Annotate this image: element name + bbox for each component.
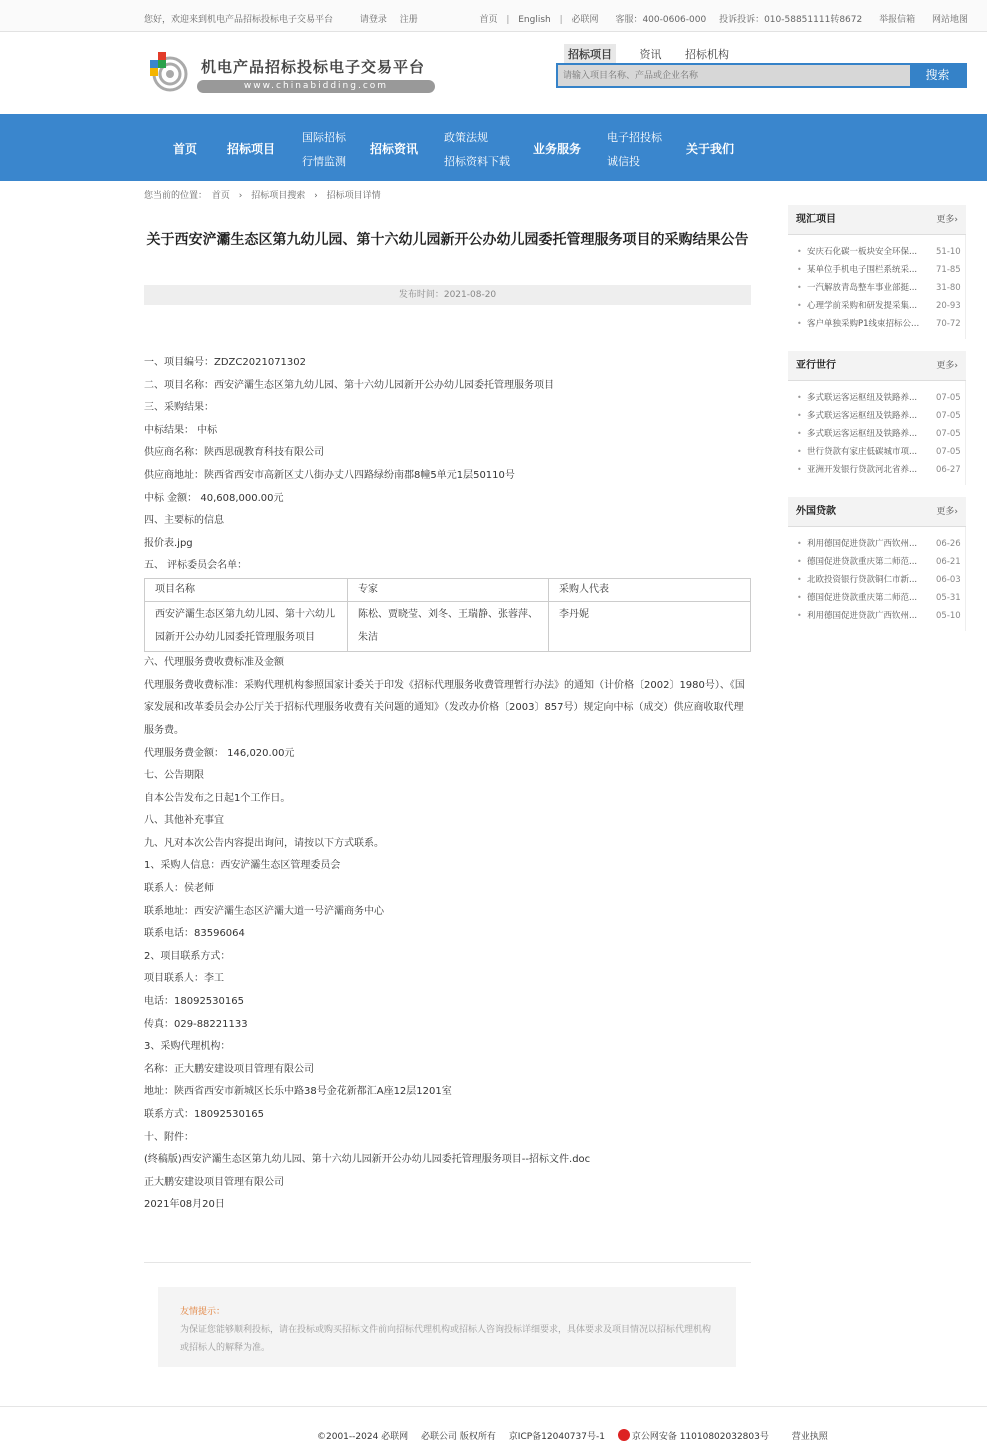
list-item-title[interactable]: 一汽解放青岛整车事业部挺... (807, 283, 918, 293)
content-line: 1、采购人信息：西安浐灞生态区管理委员会 (144, 860, 341, 872)
list-item[interactable] (788, 297, 965, 315)
list-item[interactable] (788, 535, 965, 553)
nav-about[interactable]: 关于我们 (686, 142, 735, 156)
nav-business[interactable]: 业务服务 (533, 142, 582, 156)
list-item-date: 06-21 (936, 557, 961, 567)
more-label: 更多 (936, 507, 955, 517)
table-header-cell: 专家 (348, 578, 549, 601)
nav-projects[interactable]: 招标项目 (227, 142, 276, 156)
home-link[interactable]: 首页 (479, 15, 498, 25)
list-item-title[interactable]: 多式联运客运枢纽及铁路养... (807, 411, 918, 421)
platform-title: 机电产品招标投标电子交易平台 (201, 58, 426, 76)
platform-domain: www.chinabidding.com (197, 80, 435, 93)
list-item-date: 07-05 (936, 429, 961, 439)
content-line: 联系电话：83596064 (144, 928, 245, 940)
fee-title: 六、代理服务费收费标准及金额 (144, 657, 284, 669)
platform-logo[interactable] (148, 50, 188, 94)
list-item[interactable] (788, 407, 965, 425)
list-item-title[interactable]: 利用德国促进贷款广西钦州... (807, 611, 918, 621)
sidebar-section-title: 亚行世行 (796, 360, 836, 371)
article-content (144, 352, 751, 1217)
footer-icp[interactable]: 京ICP备12040737号-1 (508, 1432, 605, 1442)
list-item[interactable] (788, 243, 965, 261)
search-tab-news[interactable]: 资讯 (639, 48, 662, 61)
footer-copyright: ©2001--2024 必联网 (317, 1432, 409, 1442)
content-line: 九、凡对本次公告内容提出询问，请按以下方式联系。 (144, 837, 384, 849)
list-item-title[interactable]: 心理学前采购和研发提采集... (807, 301, 918, 311)
sidebar-section (788, 497, 966, 631)
breadcrumb (144, 188, 387, 201)
sidebar-section-title: 外国贷款 (796, 506, 836, 517)
chevron-right-icon: › (954, 507, 958, 517)
bilian-link[interactable]: 必联网 (571, 15, 599, 25)
content-line: 报价表.jpg (144, 537, 193, 549)
article-title: 关于西安浐灞生态区第九幼儿园、第十六幼儿园新开公办幼儿园委托管理服务项目的采购结果公告 (146, 232, 749, 248)
breadcrumb-label: 您当前的位置： (144, 191, 208, 201)
list-item-title[interactable]: 某单位手机电子围栏系统采... (807, 265, 918, 275)
list-item[interactable] (788, 261, 965, 279)
english-link[interactable]: English (518, 15, 551, 25)
list-item-date: 07-05 (936, 411, 961, 421)
footer (0, 1406, 987, 1450)
content-line: 五、 评标委员会名单： (144, 560, 248, 572)
list-item-date: 06-27 (936, 465, 961, 475)
breadcrumb-sep-icon: › (238, 191, 243, 201)
content-line: 2021年08月20日 (144, 1199, 225, 1211)
list-item-title[interactable]: 世行贷款有家庄低碳城市项... (807, 447, 918, 457)
search-box (556, 63, 967, 88)
table-header-cell: 采购人代表 (549, 578, 751, 601)
list-item[interactable] (788, 279, 965, 297)
chevron-right-icon: › (954, 361, 958, 371)
header (0, 32, 987, 114)
tip-text: 为保证您能够顺利投标，请在投标或购买招标文件前向招标代理机构或招标人咨询投标详细要求，具体要求及项目情况以招标代理机构或招标人的解释为准。 (180, 1325, 712, 1353)
nav-intl-bid[interactable]: 国际招标 (302, 131, 346, 144)
divider (144, 1262, 751, 1263)
content-line: 联系方式：18092530165 (144, 1109, 264, 1120)
list-item-title[interactable]: 亚洲开发银行贷款河北省养... (807, 465, 918, 475)
content-line: 联系人：侯老师 (144, 883, 214, 895)
list-item-date: 06-03 (936, 575, 961, 585)
table-cell: 西安浐灞生态区第九幼儿园、第十六幼儿园新开公办幼儿园委托管理服务项目 (145, 601, 348, 651)
list-item-title[interactable]: 客户单独采购P1线束招标公... (807, 319, 920, 329)
register-link[interactable]: 注册 (399, 15, 418, 25)
list-item-date: 05-10 (936, 611, 961, 621)
list-item-date: 31-80 (936, 283, 961, 293)
search-button[interactable]: 搜索 (910, 65, 965, 86)
more-label: 更多 (936, 361, 955, 371)
sidebar-list (788, 235, 966, 339)
content-line: 七、公告期限 (144, 770, 204, 782)
list-item[interactable] (788, 389, 965, 407)
list-item-date: 07-05 (936, 447, 961, 457)
content-line: 供应商地址：陕西省西安市高新区丈八街办丈八四路绿纷南郡8幢5单元1层50110号 (144, 469, 515, 481)
top-bar: 您好，欢迎来到机电产品招标投标电子交易平台 请登录 注册 首页 | English | 必联网 客服：400-0606-000 投诉投诉：010-58851111转8672 举报信箱 网站地图 (0, 0, 987, 32)
footer-company: 必联公司 版权所有 (421, 1432, 496, 1442)
list-item[interactable] (788, 425, 965, 443)
content-line: 项目联系人：李工 (144, 973, 224, 985)
sidebar-list (788, 381, 966, 485)
content-line: 地址：陕西省西安市新城区长乐中路38号金花新都汇A座12层1201室 (144, 1086, 452, 1098)
content-line: 中标 金额： 40,608,000.00元 (144, 492, 284, 504)
list-item[interactable] (788, 553, 965, 571)
list-item[interactable] (788, 607, 965, 625)
table-cell: 陈松、贾晓莹、刘冬、王瑞静、张蓉萍、朱洁 (348, 601, 549, 651)
sidebar-section-title: 现汇项目 (796, 214, 836, 225)
list-item[interactable] (788, 461, 965, 479)
sidebar-section-header (788, 351, 966, 381)
list-item-title[interactable]: 多式联运客运枢纽及铁路养... (807, 429, 918, 439)
content-line: 联系地址：西安浐灞生态区浐灞大道一号浐灞商务中心 (144, 905, 384, 917)
content-line: 2、项目联系方式： (144, 950, 231, 962)
content-line: 电话：18092530165 (144, 996, 244, 1008)
content-line: (终稿版)西安浐灞生态区第九幼儿园、第十六幼儿园新开公办幼儿园委托管理服务项目--招标文件.doc (144, 1154, 591, 1166)
table-header-row (145, 578, 751, 601)
search-tab-projects[interactable]: 招标项目 (564, 44, 616, 64)
footer-police[interactable]: 京公网安备 11010802032803号 (631, 1432, 769, 1442)
committee-table (144, 578, 751, 652)
content-line: 自本公告发布之日起1个工作日。 (144, 792, 291, 804)
more-link[interactable] (936, 205, 958, 235)
more-link[interactable] (936, 351, 958, 381)
welcome-text: 您好，欢迎来到机电产品招标投标电子交易平台 (144, 15, 334, 25)
table-header-cell: 项目名称 (145, 578, 348, 601)
content-line: 三、采购结果： (144, 402, 214, 414)
content-line: 四、主要标的信息 (144, 515, 224, 527)
list-item-title[interactable]: 安庆石化碳一板块安全环保... (807, 247, 918, 257)
list-item-date: 70-72 (936, 319, 961, 329)
sidebar-section-header (788, 497, 966, 527)
footer-license[interactable]: 营业执照 (791, 1432, 828, 1442)
list-item-title[interactable]: 多式联运客运枢纽及铁路养... (807, 393, 918, 403)
nav-news[interactable]: 招标资讯 (370, 142, 419, 156)
more-label: 更多 (936, 215, 955, 225)
search-tab-agencies[interactable]: 招标机构 (685, 48, 729, 61)
tip-title: 友情提示： (180, 1307, 226, 1317)
more-link[interactable] (936, 497, 958, 527)
nav-monitor[interactable]: 行情监测 (302, 155, 346, 168)
service-phone: 客服：400-0606-000 (615, 15, 707, 25)
sitemap-link[interactable]: 网站地图 (931, 15, 968, 25)
list-item[interactable] (788, 443, 965, 461)
nav-credit[interactable]: 诚信投 (607, 155, 640, 168)
list-item-title[interactable]: 北欧投资银行贷款铜仁市新... (807, 575, 918, 585)
content-line: 传真：029-88221133 (144, 1018, 248, 1030)
search-tabs (564, 44, 749, 64)
list-item-title[interactable]: 德国促进贷款重庆第二师范... (807, 557, 918, 567)
content-line: 中标结果： 中标 (144, 424, 218, 436)
sidebar-list (788, 527, 966, 631)
sidebar-section-header (788, 205, 966, 235)
chevron-right-icon: › (954, 215, 958, 225)
list-item-date: 07-05 (936, 393, 961, 403)
nav-ebid[interactable]: 电子招投标 (607, 131, 662, 144)
content-line: 供应商名称：陕西思砚教育科技有限公司 (144, 447, 324, 459)
breadcrumb-item-home[interactable]: 首页 (211, 191, 230, 201)
list-item-date: 05-31 (936, 593, 961, 603)
police-emblem-icon (618, 1429, 630, 1441)
content-line: 二、项目名称：西安浐灞生态区第九幼儿园、第十六幼儿园新开公办幼儿园委托管理服务项目 (144, 379, 554, 391)
nav-policy[interactable]: 政策法规 (444, 131, 488, 144)
search-input[interactable] (558, 65, 910, 86)
login-link[interactable]: 请登录 (359, 15, 387, 25)
list-item[interactable] (788, 571, 965, 589)
content-line: 八、其他补充事宜 (144, 815, 224, 827)
list-item-date: 71-85 (936, 265, 961, 275)
content-line: 正大鹏安建设项目管理有限公司 (144, 1176, 284, 1188)
list-item-date: 20-93 (936, 301, 961, 311)
complaint-phone: 投诉投诉：010-58851111转8672 (719, 15, 863, 25)
breadcrumb-item-detail: 招标项目详情 (326, 191, 381, 201)
nav-docs[interactable]: 招标资料下载 (444, 155, 510, 168)
fee-text: 代理服务费收费标准：采购代理机构参照国家计委关于印发《招标代理服务收费管理暂行办法》的通知（计价格〔2002〕1980号）、《国家发展和改革委员会办公厅关于招标代理服务收费有关问题的通知》（发改办价格〔2003〕857号）规定向中标（成交）供应商收取代理服务费。 (144, 679, 745, 736)
content-line: 名称：正大鹏安建设项目管理有限公司 (144, 1063, 314, 1075)
content-line: 代理服务费金额： 146,020.00元 (144, 747, 295, 759)
list-item-date: 51-10 (936, 247, 961, 257)
list-item-date: 06-26 (936, 539, 961, 549)
list-item-title[interactable]: 德国促进贷款重庆第二师范... (807, 593, 918, 603)
table-cell: 李丹妮 (549, 601, 751, 651)
content-line: 十、附件： (144, 1131, 194, 1143)
nav-home[interactable]: 首页 (173, 142, 198, 156)
publish-time: 发布时间：2021-08-20 (144, 285, 751, 305)
report-link[interactable]: 举报信箱 (879, 15, 916, 25)
tip-box (158, 1287, 736, 1367)
breadcrumb-item-search[interactable]: 招标项目搜索 (251, 191, 306, 201)
list-item[interactable] (788, 589, 965, 607)
sidebar-section (788, 351, 966, 485)
breadcrumb-sep-icon: › (314, 191, 318, 201)
content-line: 3、采购代理机构： (144, 1041, 231, 1053)
content-line: 一、项目编号：ZDZC2021071302 (144, 357, 307, 368)
table-row (145, 601, 751, 651)
list-item[interactable] (788, 315, 965, 333)
list-item-title[interactable]: 利用德国促进贷款广西钦州... (807, 539, 918, 549)
main-nav (0, 114, 987, 181)
sidebar-section (788, 205, 966, 339)
